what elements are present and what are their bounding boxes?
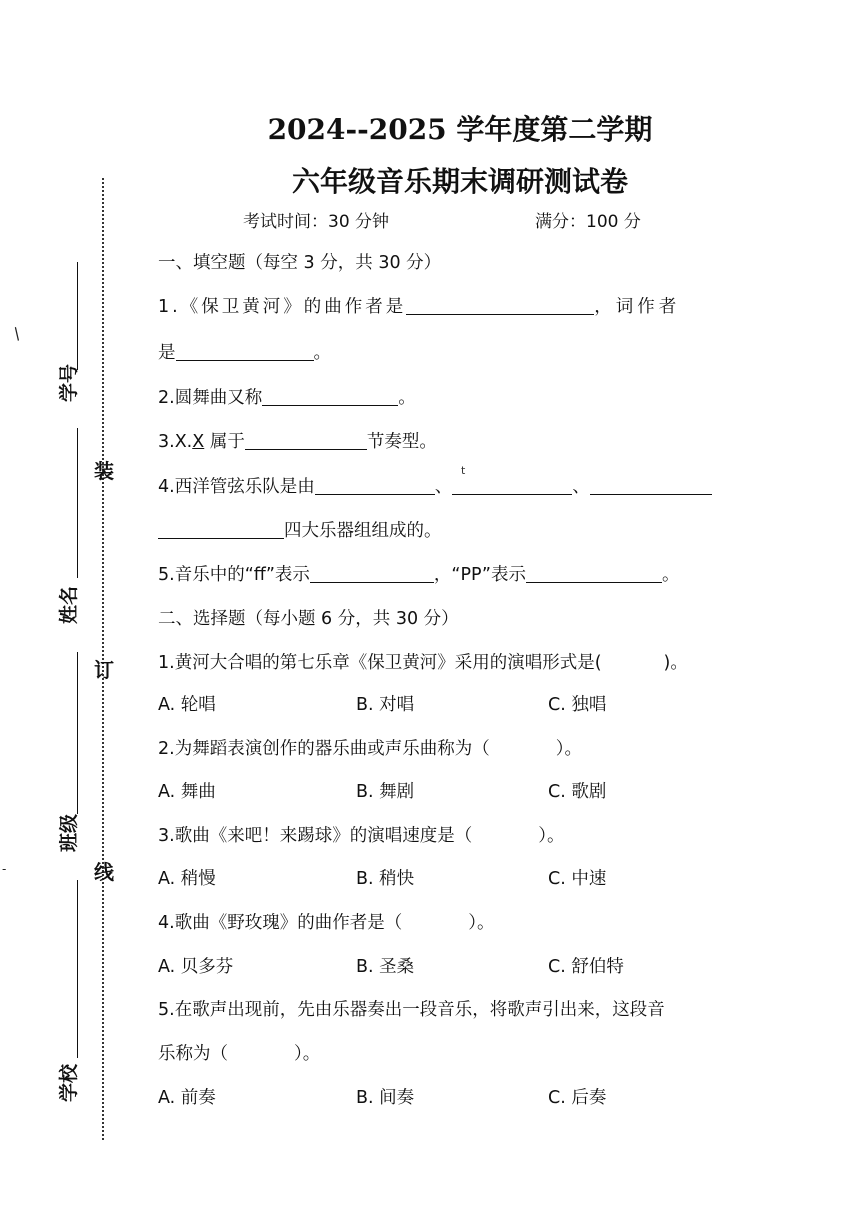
full-score: 满分：100 分: [535, 212, 641, 232]
fill-q3-blank[interactable]: [245, 429, 367, 450]
fill-q4-line2: [158, 518, 442, 544]
choice-q3-stem-text: 3.歌曲《来吧！来踢球》的演唱速度是（: [158, 826, 473, 846]
choice-q3-option-c[interactable]: C. 中速: [548, 869, 607, 889]
fill-q5-blank-1[interactable]: [310, 562, 434, 583]
fill-q3: [158, 429, 437, 455]
student-id-line: [77, 262, 78, 370]
choice-q4-stem-text: 4.歌曲《野玫瑰》的曲作者是（: [158, 913, 403, 933]
fill-q4-blank-3[interactable]: [590, 474, 712, 495]
school-label: 学校: [58, 1063, 81, 1103]
fill-q2-text-b: 。: [398, 388, 416, 408]
choice-q4-option-c[interactable]: C. 舒伯特: [548, 957, 624, 977]
choice-q4-close: ）。: [468, 913, 495, 933]
choice-q2-close: ）。: [555, 739, 582, 759]
exam-title-line1: 2024--2025 学年度第二学期: [267, 113, 653, 146]
choice-q3-option-b[interactable]: B. 稍快: [356, 869, 415, 889]
choice-q5-stem-text2: 乐称为（: [158, 1044, 228, 1064]
fill-q1-text-b: ，词作者: [594, 297, 681, 317]
choice-q2-option-b[interactable]: B. 舞剧: [356, 782, 415, 802]
choice-q2-stem-text: 2.为舞蹈表演创作的器乐曲或声乐曲称为（: [158, 739, 490, 759]
fill-q5-text-c: 。: [661, 565, 680, 585]
fill-q1-text-c: 是: [158, 343, 176, 363]
choice-q1-option-a[interactable]: A. 轮唱: [158, 695, 216, 715]
fill-q1-blank-2[interactable]: [176, 340, 314, 361]
fill-q5-blank-2[interactable]: [526, 562, 662, 583]
fill-q3-text-a: 属于: [204, 432, 245, 452]
fill-q4-sep1: 、: [434, 477, 453, 497]
class-label: 班级: [58, 813, 81, 853]
choice-q2-stem: [158, 736, 582, 762]
exam-time: 考试时间：30 分钟: [243, 212, 390, 232]
choice-q5-close: ）。: [294, 1044, 321, 1064]
fill-q4-blank-2[interactable]: [452, 474, 572, 495]
fill-q3-text-b: 节奏型。: [366, 432, 437, 452]
fill-q4-blank-4[interactable]: [158, 518, 284, 539]
choice-q5-option-c[interactable]: C. 后奏: [548, 1088, 607, 1108]
fill-q3-underlined-x: X: [192, 432, 205, 452]
choice-q5-stem-line1: 5.在歌声出现前，先由乐器奏出一段音乐，将歌声引出来，这段音: [158, 1000, 665, 1020]
choice-q4-stem: [158, 910, 494, 936]
choice-q3-stem: [158, 823, 564, 849]
exam-title-line2: 六年级音乐期末调研测试卷: [291, 165, 628, 198]
student-id-label: 学号: [58, 363, 81, 403]
fill-q4-text-a: 4.西洋管弦乐队是由: [158, 477, 315, 497]
fill-q5-text-a: 5.音乐中的“ff”表示: [158, 565, 310, 585]
choice-q1-stem-text: 1.黄河大合唱的第七乐章《保卫黄河》采用的演唱形式是(: [158, 653, 602, 673]
binding-char-zhuang: 装: [94, 459, 114, 483]
choice-q2-option-a[interactable]: A. 舞曲: [158, 782, 216, 802]
school-line: [77, 880, 78, 1058]
fill-q2-blank[interactable]: [262, 385, 398, 406]
choice-q3-close: ）。: [538, 826, 565, 846]
fill-q1-text-d: 。: [313, 343, 331, 363]
scan-mark-tick: t: [461, 464, 466, 477]
choice-q4-option-b[interactable]: B. 圣桑: [356, 957, 415, 977]
choice-q5-option-a[interactable]: A. 前奏: [158, 1088, 216, 1108]
fill-q4-sep2: 、: [572, 477, 590, 497]
fill-q1-text-a: 1.《保卫黄河》的曲作者是: [158, 297, 407, 317]
fill-q2-text-a: 2.圆舞曲又称: [158, 388, 263, 408]
choice-q1-close: )。: [663, 653, 688, 673]
name-line: [77, 428, 78, 578]
fill-q4-text-b: 四大乐器组组成的。: [284, 521, 442, 541]
choice-q3-option-a[interactable]: A. 稍慢: [158, 869, 216, 889]
name-label: 姓名: [58, 585, 81, 625]
scan-mark-slash: /: [9, 323, 24, 344]
class-line: [77, 652, 78, 814]
section2-heading: 二、选择题（每小题 6 分，共 30 分）: [158, 609, 459, 629]
choice-q5-option-b[interactable]: B. 间奏: [356, 1088, 415, 1108]
fill-q5: [158, 562, 679, 588]
fill-q1-line1: [158, 294, 680, 320]
section1-heading: 一、填空题（每空 3 分，共 30 分）: [158, 253, 442, 273]
fill-q3-text-pre: 3.X.: [158, 432, 193, 452]
binding-char-xian: 线: [94, 860, 114, 884]
choice-q5-stem-line2: [158, 1041, 320, 1067]
binding-char-ding: 订: [94, 658, 114, 682]
choice-q1-option-b[interactable]: B. 对唱: [356, 695, 415, 715]
fill-q5-text-b: ，“PP”表示: [433, 565, 526, 585]
fill-q2: [158, 385, 416, 411]
choice-q2-option-c[interactable]: C. 歌剧: [548, 782, 607, 802]
fill-q1-blank-1[interactable]: [406, 294, 594, 315]
scan-mark-dash: -: [2, 862, 7, 876]
choice-q4-option-a[interactable]: A. 贝多芬: [158, 957, 234, 977]
fill-q4-blank-1[interactable]: [315, 474, 435, 495]
choice-q1-stem: [158, 650, 688, 676]
fill-q4-line1: [158, 474, 712, 500]
choice-q1-option-c[interactable]: C. 独唱: [548, 695, 607, 715]
fill-q1-line2: [158, 340, 331, 366]
